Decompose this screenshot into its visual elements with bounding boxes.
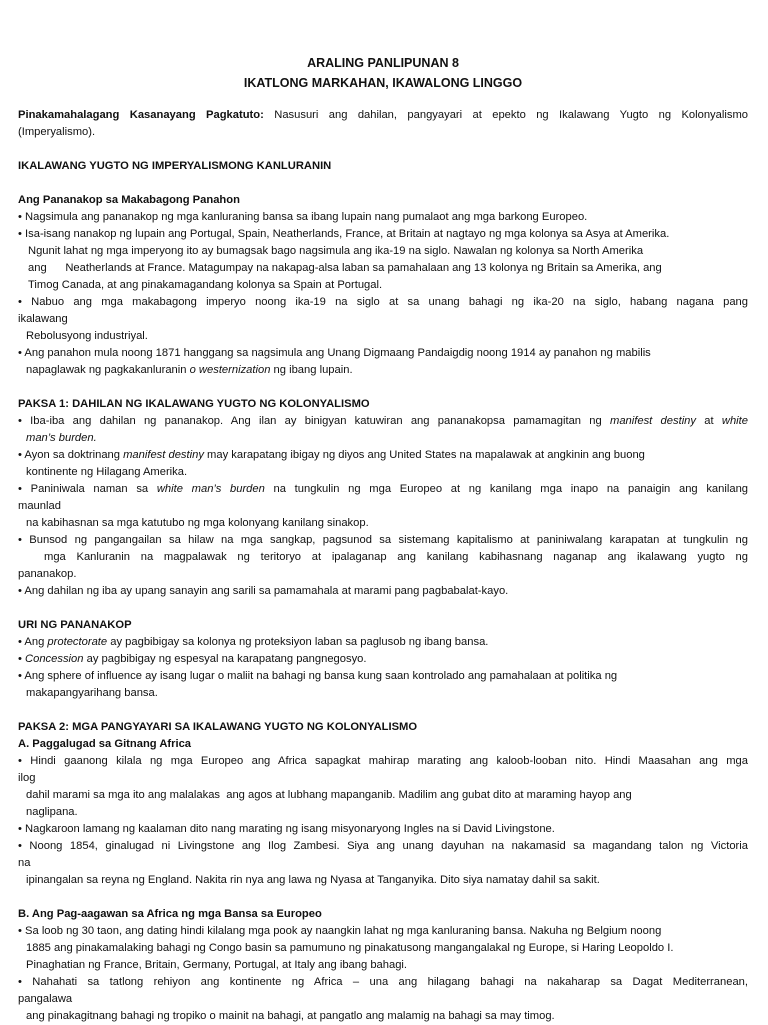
- bullet-text: [18, 634, 748, 651]
- main-heading: IKALAWANG YUGTO NG IMPERYALISMONG KANLURANIN: [18, 160, 332, 172]
- body-text: [18, 362, 748, 379]
- subsection-heading: B. Ang Pag-aagawan sa Africa ng mga Bansa sa Europeo: [18, 908, 322, 920]
- body-text: na: [18, 857, 31, 869]
- body-text: ipinangalan sa reyna ng England. Nakita rin nya ang lawa ng Nyasa at Tanganyika. Dito siya namatay dahil sa sakit.: [26, 874, 600, 886]
- bullet-text: • Ang panahon mula noong 1871 hanggang sa nagsimula ang Unang Digmaang Pandaigdig noong 1914 ay panahon ng mabilis: [18, 347, 651, 359]
- italic-term: protectorate: [47, 636, 108, 648]
- bullet-text: • Noong 1854, ginalugad ni Livingstone ang Ilog Zambesi. Siya ang unang dayuhan na nakamasid sa magandang talon ng Victoria: [18, 840, 748, 852]
- bullet-text: • Nabuo ang mga makabagong imperyo noong ika-19 na siglo at sa unang bahagi ng ika-20 na siglo, habang nagana pang: [18, 296, 748, 308]
- body-text: naglipana.: [26, 806, 78, 818]
- italic-term: o westernization: [189, 364, 271, 376]
- text-run: na tungkulin ng mga Europeo at ng kanilang mga inapo na panaigin ang kanilang: [264, 483, 749, 495]
- document-page: [18, 0, 748, 1025]
- bullet-text: • Nahahati sa tatlong rehiyon ang kontinente ng Africa – una ang hilagang bahagi na nakaharap sa Dagat Mediterranean,: [18, 976, 748, 988]
- section-heading: PAKSA 1: DAHILAN NG IKALAWANG YUGTO NG KOLONYALISMO: [18, 398, 370, 410]
- text-run: •: [18, 653, 26, 665]
- body-text: ilog: [18, 772, 36, 784]
- body-text: ikalawang: [18, 313, 68, 325]
- bullet-text: [18, 651, 748, 668]
- text-run: • Iba-iba ang dahilan ng pananakop. Ang ilan ay binigyan katuwiran ang pananakopsa pamamagitan ng: [18, 415, 610, 427]
- body-text: dahil marami sa mga ito ang malalakas ang agos at lubhang mapanganib. Madilim ang gubat dito at maraming hayop ang: [26, 789, 632, 801]
- text-run: • Paniniwala naman sa: [18, 483, 157, 495]
- body-text: pananakop.: [18, 568, 77, 580]
- body-text: makapangyarihang bansa.: [26, 687, 158, 699]
- bullet-text: • Bunsod ng pangangailan sa hilaw na mga sangkap, pagsunod sa sistemang kapitalismo at paniniwalang karapatan at tungkulin ng: [18, 534, 748, 546]
- bullet-text: • Nagkaroon lamang ng kaalaman dito nang marating ng isang misyonaryong Ingles na si David Livingstone.: [18, 823, 555, 835]
- bullet-text: [18, 447, 748, 464]
- bullet-text: [18, 481, 748, 498]
- text-run: ay pagbibigay sa kolonya ng proteksiyon laban sa paglusob ng ibang bansa.: [107, 636, 489, 648]
- italic-term: man’s burden.: [26, 432, 97, 444]
- body-text: Ngunit lahat ng mga imperyong ito ay bumagsak bago nagsimula ang ika-19 na siglo. Nawalan ng kolonya sa North Amerika: [28, 245, 644, 257]
- bullet-text: [18, 413, 748, 430]
- learning-objective: [18, 107, 748, 141]
- italic-term: manifest destiny: [610, 415, 696, 427]
- body-text: ang Neatherlands at France. Matagumpay na nakapag-alsa laban sa pamahalaan ang 13 kolonya ng Britain sa Amerika, ang: [28, 262, 662, 274]
- text-run: ay pagbibigay ng espesyal na karapatang pangnegosyo.: [83, 653, 367, 665]
- bullet-text: • Isa-isang nanakop ng lupain ang Portugal, Spain, Neatherlands, France, at Britain at nagtayo ng mga kolonya sa Asya at Amerika.: [18, 228, 670, 240]
- objective-label: Pinakamahalagang Kasanayang Pagkatuto:: [18, 109, 264, 121]
- text-run: • Ang: [18, 636, 48, 648]
- text-run: ng ibang lupain.: [270, 364, 353, 376]
- document-subtitle: IKATLONG MARKAHAN, IKAWALONG LINGGO: [243, 76, 523, 90]
- objective-text-cont: (Imperyalismo).: [18, 126, 96, 138]
- subsection-heading: A. Paggalugad sa Gitnang Africa: [18, 738, 192, 750]
- body-text: maunlad: [18, 500, 61, 512]
- bullet-text: • Nagsimula ang pananakop ng mga kanluraning bansa sa ibang lupain nang pumalaot ang mga barkong Europeo.: [18, 211, 588, 223]
- section-heading: URI NG PANANAKOP: [18, 619, 132, 631]
- body-text: pangalawa: [18, 993, 73, 1005]
- italic-term: white man’s burden: [156, 483, 265, 495]
- text-run: at: [696, 415, 722, 427]
- body-text: ang pinakagitnang bahagi ng tropiko o mainit na bahagi, at pangatlo ang malamig na bahagi sa may timog.: [26, 1010, 555, 1022]
- document-title: ARALING PANLIPUNAN 8: [307, 56, 459, 70]
- italic-term: Concession: [25, 653, 84, 665]
- body-text: Pinaghatian ng France, Britain, Germany, Portugal, at Italy ang ibang bahagi.: [26, 959, 408, 971]
- bullet-text: • Ang sphere of influence ay isang lugar o maliit na bahagi ng bansa kung saan kontrolado ang pamahalaan at politika ng: [18, 670, 618, 682]
- objective-text: Nasusuri ang dahilan, pangyayari at epekto ng Ikalawang Yugto ng Kolonyalismo: [274, 109, 748, 121]
- text-run: napaglawak ng pagkakanluranin: [26, 364, 190, 376]
- bullet-text: • Sa loob ng 30 taon, ang dating hindi kilalang mga pook ay naangkin lahat ng mga kanluraning bansa. Nakuha ng Belgium noong: [18, 925, 662, 937]
- bullet-text: • Hindi gaanong kilala ng mga Europeo ang Africa sapagkat mahirap marating ang kaloob-looban nito. Hindi Maasahan ang mga: [18, 755, 748, 767]
- body-text: na kabihasnan sa mga katutubo ng mga kolonyang kanilang sinakop.: [26, 517, 369, 529]
- italic-term: manifest destiny: [123, 449, 204, 461]
- body-text: 1885 ang pinakamalaking bahagi ng Congo basin sa pamumuno ng pinakatusong mangangalakal ng Europe, si Haring Leopoldo I.: [26, 942, 674, 954]
- body-text: Timog Canada, at ang pinakamagandang kolonya sa Spain at Portugal.: [28, 279, 383, 291]
- text-run: • Ayon sa doktrinang: [18, 449, 124, 461]
- body-text: kontinente ng Hilagang Amerika.: [26, 466, 188, 478]
- body-text: mga Kanluranin na magpalawak ng teritoryo at ipalaganap ang kanilang kabihasnang naganap ang ikalawang yugto ng: [44, 551, 748, 563]
- section-heading: Ang Pananakop sa Makabagong Panahon: [18, 194, 240, 206]
- bullet-text: • Ang dahilan ng iba ay upang sanayin ang sarili sa pamamahala at marami pang pagbabalat-kayo.: [18, 585, 509, 597]
- text-run: may karapatang ibigay ng diyos ang United States na mapalawak at angkinin ang buong: [203, 449, 645, 461]
- italic-term: white: [721, 415, 748, 427]
- body-text: Rebolusyong industriyal.: [26, 330, 148, 342]
- section-heading: PAKSA 2: MGA PANGYAYARI SA IKALAWANG YUGTO NG KOLONYALISMO: [18, 721, 418, 733]
